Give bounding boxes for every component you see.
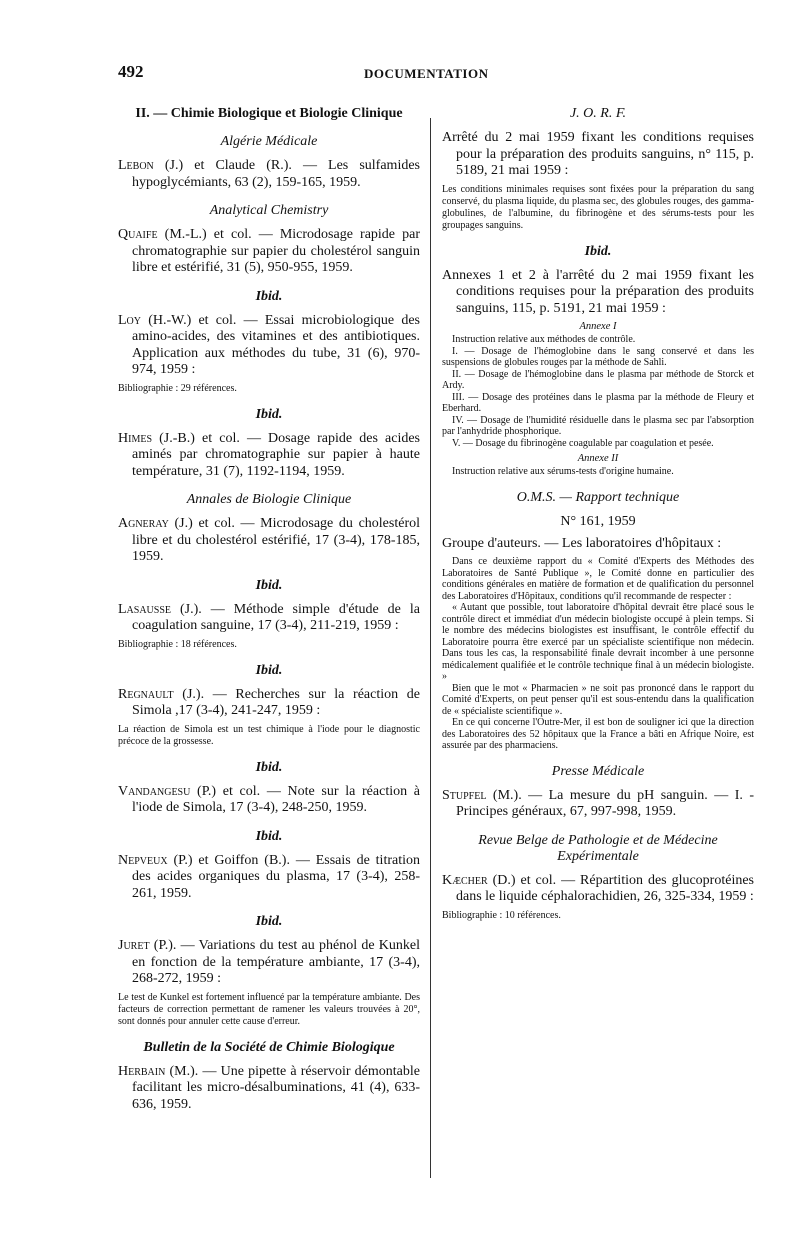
entry-text: (J.) et Claude (R.). — Les sulfamides hypoglycémiants, 63 (2), 159-165, 1959. (132, 158, 420, 190)
entry-author: Vandangesu (118, 783, 191, 799)
entry-text: (J.-B.) et col. — Dosage rapide des acides aminés par chromatographie sur papier à haute température, 31 (7), 1192-1194, 1959. (132, 430, 420, 479)
journal-title: Ibid. (255, 914, 283, 929)
entry-note: Bibliographie : 10 références. (442, 909, 561, 921)
entry-author: Herbain (118, 1063, 166, 1079)
annexe-title: Annexe II (577, 453, 619, 464)
journal-title: Ibid. (255, 662, 283, 678)
journal-title: Ibid. (255, 759, 283, 775)
entry-text: (J.). — Recherches sur la réaction de Simola ,17 (3-4), 241-247, 1959 : (132, 686, 420, 718)
report-number: N° 161, 1959 (560, 513, 636, 529)
entry-text: (M.-L.) et col. — Microdosage rapide par chromatographie sur papier du cholestérol sanguin libre et estérifié, 31 (5), 950-955, 1959. (132, 227, 420, 275)
entry-note: Bibliographie : 18 références. (118, 638, 237, 650)
entry-text: (P.) et col. — Note sur la réaction à l'iode de Simola, 17 (3-4), 248-250, 1959. (132, 783, 420, 815)
annexe-line: II. — Dosage de l'hémoglobine dans le plasma par méthode de Storck et Ardy. (442, 368, 754, 391)
journal-title: Presse Médicale (551, 763, 645, 779)
bibliography-entry (118, 431, 420, 481)
note-paragraph: Dans ce deuxième rapport du « Comité d'Experts des Méthodes des Laboratoires de Santé Publique », le Comité donne en particulier des conditions générales en matière de formation et de qualification du personnel des Laboratoires d'Hôpitaux, conditions qu'il recommande de respecter : (442, 556, 754, 602)
entry-text: (D.) et col. — Répartition des glucoprotéines dans le liquide céphalorachidien, 26, 325-334, 1959 : (456, 872, 754, 904)
journal-title: Revue Belge de Pathologie et de Médecine Expérimentale (478, 832, 718, 864)
page-header (0, 62, 800, 90)
entry-note (442, 556, 754, 752)
entry-text: (H.-W.) et col. — Essai microbiologique des amino-acides, des vitamines et des antibiotiques. Application aux méthodes du tube, 31 (6), 970-974, 1959 : (132, 312, 420, 377)
journal-title: Analytical Chemistry (209, 203, 329, 218)
journal-title: O.M.S. — Rapport technique (516, 489, 680, 505)
journal-title: Algérie Médicale (220, 134, 318, 149)
entry-author: Juret (118, 938, 150, 953)
entry-author: Lebon (118, 158, 154, 173)
entry-text: (M.). — La mesure du pH sanguin. — I. - Principes généraux, 67, 997-998, 1959. (456, 787, 754, 819)
annexe-line: III. — Dosage des protéines dans le plasma par la méthode de Fleury et Eberhard. (442, 391, 754, 414)
entry-author: Nepveux (118, 852, 168, 868)
bibliography-entry (442, 788, 754, 821)
entry-author: Kæcher (442, 872, 488, 888)
bibliography-entry (118, 158, 420, 191)
bibliography-entry (442, 873, 754, 906)
entry-note: Bibliographie : 29 références. (118, 382, 237, 394)
entry-text: (M.). — Une pipette à réservoir démontable facilitant les micro-désalbuminations, 41 (4), 633-636, 1959. (132, 1063, 420, 1112)
annexe-title: Annexe I (579, 321, 617, 332)
entry-note: Les conditions minimales requises sont fixées pour la préparation du sang conservé, du plasma liquide, du plasma sec, des globules rouges, des gamma-globulines, de l'albumine, du fibrinogène et des sérums-tests pour les groupages sanguins. (442, 183, 754, 231)
journal-title: Ibid. (255, 406, 283, 422)
running-head: DOCUMENTATION (364, 66, 489, 81)
journal-title: Ibid. (255, 577, 283, 593)
annexe-line: I. — Dosage de l'hémoglobine dans le sang conservé et dans les suspensions de globules rouges par la méthode de Sahli. (442, 345, 754, 368)
annexe-body (442, 334, 754, 449)
bibliography-entry: Groupe d'auteurs. — Les laboratoires d'hôpitaux : (442, 535, 722, 551)
journal-title: Ibid. (584, 243, 612, 259)
entry-author: Lasausse (118, 601, 172, 617)
annexe-line: IV. — Dosage de l'humidité résiduelle dans le plasma sec par l'absorption par l'anhydride phosphorique. (442, 414, 754, 437)
entry-author: Regnault (118, 686, 174, 702)
bibliography-entry (118, 313, 420, 379)
entry-text: (J.) et col. — Microdosage du cholestérol libre et du cholestérol estérifié, 17 (3-4), 178-185, 1959. (132, 516, 420, 564)
entry-text: (P.) et Goiffon (B.). — Essais de titration des acides organiques du plasma, 17 (3-4), 258-261, 1959. (132, 852, 420, 901)
entry-author: Agneray (118, 516, 169, 531)
annexe-body (442, 466, 754, 478)
entry-note: La réaction de Simola est un test chimique à l'iode pour le diagnostic précoce de la grossesse. (118, 723, 420, 747)
entry-author: Himes (118, 430, 153, 446)
bibliography-entry (118, 784, 420, 817)
entry-note: Le test de Kunkel est fortement influencé par la température ambiante. Des facteurs de correction permettant de ramener les valeurs trouvées à 20°, sont donnés pour annuler cette cause d'erreur. (118, 991, 420, 1027)
annexe-line: Instruction relative aux sérums-tests d'origine humaine. (452, 466, 674, 477)
entry-author: Quaife (118, 227, 158, 242)
journal-title: Annales de Biologie Clinique (186, 492, 352, 507)
note-paragraph: En ce qui concerne l'Outre-Mer, il est bon de souligner ici que la direction des Laboratoires des 52 hôpitaux que la France a bâti en Afrique Noire, est assurée par des pharmaciens. (442, 717, 754, 751)
journal-title: Ibid. (255, 288, 283, 304)
column-divider (430, 118, 431, 1178)
bibliography-entry (118, 227, 420, 277)
bibliography-entry (118, 687, 420, 720)
bibliography-entry: Arrêté du 2 mai 1959 fixant les conditions requises pour la préparation des produits sanguins, n° 115, p. 5189, 21 mai 1959 : (442, 130, 754, 178)
right-column (442, 106, 754, 926)
note-paragraph: « Autant que possible, tout laboratoire d'hôpital devrait être placé sous le contrôle direct et immédiat d'un médecin biologiste occupé à plein temps. Si le nombre des médecins biologistes est insuffisant, le contrôle effectif du Laboratoire pourra être exercé par un spécialiste scientifique non médecin. Dans tous les cas, la responsabilité finale devrait incomber à une personne médicalement qualifiée et le contrôle technique final à un médecin biologiste. » (442, 602, 754, 682)
entry-text: (J.). — Méthode simple d'étude de la coagulation sanguine, 17 (3-4), 211-219, 1959 : (132, 601, 420, 633)
bibliography-entry (118, 516, 420, 566)
journal-title: Ibid. (255, 828, 283, 844)
entry-author: Stupfel (442, 787, 487, 803)
bibliography-entry: Annexes 1 et 2 à l'arrêté du 2 mai 1959 fixant les conditions requises pour la préparation des produits sanguins, 115, p. 5191, 21 mai 1959 : (442, 267, 754, 316)
bibliography-entry (118, 1064, 420, 1114)
entry-text: (P.). — Variations du test au phénol de Kunkel en fonction de la température ambiante, 17 (3-4), 268-272, 1959 : (132, 938, 420, 986)
left-column (118, 106, 420, 1117)
section-title: II. — Chimie Biologique et Biologie Clinique (135, 106, 403, 121)
note-paragraph: Bien que le mot « Pharmacien » ne soit pas prononcé dans le rapport du Comité d'Experts, on peut penser qu'il est sous-entendu dans la qualification de « spécialiste scientifique ». (442, 682, 754, 717)
bibliography-entry (118, 853, 420, 903)
journal-title: Bulletin de la Société de Chimie Biologique (143, 1039, 395, 1055)
journal-title: J. O. R. F. (569, 106, 627, 121)
bibliography-entry (118, 938, 420, 988)
page-number: 492 (118, 62, 144, 81)
entry-author: Loy (118, 312, 141, 328)
annexe-line: V. — Dosage du fibrinogène coagulable par coagulation et pesée. (452, 437, 714, 449)
bibliography-entry (118, 602, 420, 635)
annexe-line: Instruction relative aux méthodes de contrôle. (452, 334, 636, 345)
